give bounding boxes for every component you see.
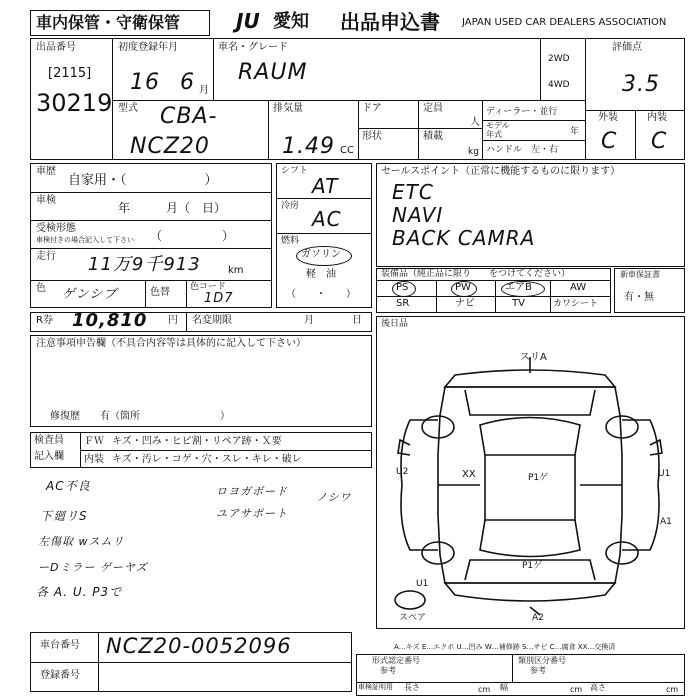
mileage-value: 11万9千913 xyxy=(88,254,201,275)
year-unit: 年 xyxy=(570,127,580,137)
inspector-row1-head: ＦＷ xyxy=(84,436,104,447)
ac-value: AC xyxy=(312,207,342,231)
class-ref: 参考 xyxy=(530,666,546,675)
displacement: 1.49 xyxy=(282,134,335,159)
inspector-note-1: AC不良 xyxy=(46,479,91,493)
org-english: JAPAN USED CAR DEALERS ASSOCIATION xyxy=(462,17,667,28)
equip-pw: PW xyxy=(455,282,471,293)
roof-shape xyxy=(485,455,575,520)
equip-airbag-circle xyxy=(501,281,545,297)
after-label: 後日品 xyxy=(381,319,409,329)
drive-4wd: 4WD xyxy=(548,80,570,90)
org-name: 愛知 xyxy=(273,11,309,32)
color-code-label: 色コード xyxy=(190,282,227,292)
cert-ref: 参考 xyxy=(380,666,396,675)
width-label: 幅 xyxy=(500,683,508,692)
engine-shape xyxy=(465,390,595,415)
listing-number: 30219 xyxy=(36,89,113,117)
mirror-left-shape xyxy=(398,440,410,455)
dealer-label: ディーラー・並行 xyxy=(486,107,558,117)
load-unit: kg xyxy=(468,147,479,157)
r-ticket-value: 10,810 xyxy=(72,310,148,331)
equipment-label: 装備品（純正品に限り をつけてください） xyxy=(381,269,571,279)
shift-label: シフト xyxy=(281,166,309,176)
damage-legend: A…キズ E…エクボ U…凹み W…補修跡 S…サビ C…腐食 XX…交換済 xyxy=(394,643,616,651)
left-side-shape xyxy=(401,420,438,550)
r-ticket-unit: 円 xyxy=(168,315,178,326)
color-code: 1D7 xyxy=(204,291,234,306)
mirror-right-shape xyxy=(650,440,662,455)
spare-tire-shape xyxy=(395,591,425,609)
spare-label: スペア xyxy=(399,613,427,623)
color-value: ゲンシブ xyxy=(62,287,118,302)
windshield-shape xyxy=(480,418,580,456)
handle-label: ハンドル 左・右 xyxy=(486,145,559,155)
transfer-label: 受検形態 xyxy=(36,223,76,234)
exterior-grade: C xyxy=(601,129,618,154)
fuel-label: 燃料 xyxy=(281,236,300,246)
history-label: 車歴 xyxy=(36,166,56,177)
inspector-label: 検査員 xyxy=(34,435,64,446)
mileage-label: 走行 xyxy=(36,251,56,262)
wheel-rl-shape xyxy=(422,542,454,564)
diagram-right-note-1: U1 xyxy=(658,469,671,479)
chassis-number: NCZ20-0052096 xyxy=(106,634,292,658)
equip-tv: TV xyxy=(512,298,525,309)
inspector-note-8: 各 A. U. P3で xyxy=(36,585,123,599)
class-label: 類別区分番号 xyxy=(518,656,566,665)
door-label: ドア xyxy=(362,103,382,114)
fuel-diesel: 軽 油 xyxy=(306,269,336,280)
ac-label: 冷房 xyxy=(281,201,300,211)
inspector-row2-head: 内装 xyxy=(84,454,104,465)
shape-label: 形状 xyxy=(362,131,382,142)
length-cm: cm xyxy=(478,685,491,694)
recycle-month: 月 xyxy=(304,315,314,326)
capacity-label: 定員 xyxy=(423,103,443,114)
color-change-label: 色替 xyxy=(150,287,170,298)
equip-ps: PS xyxy=(396,282,409,293)
registration-month: 6 xyxy=(180,70,195,95)
selling-point-2: NAVI xyxy=(392,203,444,227)
drive-2wd: 2WD xyxy=(548,54,570,64)
selling-point-3: BACK CAMRA xyxy=(392,226,536,250)
width-cm: cm xyxy=(570,685,583,694)
length-label: 長さ xyxy=(404,683,420,692)
equip-sr: SR xyxy=(396,298,410,309)
displacement-label: 排気量 xyxy=(273,103,303,114)
inspection-label: 車検 xyxy=(36,195,56,206)
equip-aw: AW xyxy=(570,282,587,293)
diagram-center-1: XX xyxy=(462,469,476,480)
fuel-gas: ガソリン xyxy=(301,249,341,260)
rear-window-shape xyxy=(480,520,580,557)
transfer-note: 車検付きの場合記入して下さい xyxy=(36,236,134,244)
inspection-value: 年 月（ 日） xyxy=(118,201,227,215)
chassis-label: 車台番号 xyxy=(40,640,80,651)
document-title: 出品申込書 xyxy=(340,10,440,34)
evaluation-label: 評価点 xyxy=(612,42,642,53)
diagram-center-3: P1ゲ xyxy=(522,561,543,571)
inspector-note-3: ノシワ xyxy=(316,491,352,504)
warranty-value: 有・無 xyxy=(624,292,654,303)
month-unit: 月 xyxy=(199,85,209,96)
mileage-unit: km xyxy=(228,265,244,276)
interior-grade: C xyxy=(651,129,668,154)
model-year-label-2: 年式 xyxy=(486,130,502,139)
r-ticket-label: R券 xyxy=(36,315,53,326)
selling-point-1: ETC xyxy=(392,180,434,204)
first-registration-label: 初度登録年月 xyxy=(118,42,178,53)
registration-number-label: 登録番号 xyxy=(40,670,80,681)
inspector-label-2: 記入欄 xyxy=(34,451,64,462)
registration-year: 16 xyxy=(130,70,160,95)
equip-pw-circle xyxy=(451,281,477,297)
ju-logo: JU xyxy=(236,9,260,33)
model-code-1: CBA- xyxy=(160,104,218,129)
notes-label: 注意事項申告欄（不具合内容等は具体的に記入して下さい） xyxy=(36,338,306,349)
model-code-2: NCZ20 xyxy=(130,134,210,159)
diagram-left-note: U2 xyxy=(396,467,409,477)
cc-unit: CC xyxy=(340,145,354,156)
model-label: 型式 xyxy=(118,103,138,114)
car-name-label: 車名・グレード xyxy=(218,42,288,53)
diagram-top-note: スリA xyxy=(520,352,547,363)
interior-label: 内装 xyxy=(647,112,667,123)
transfer-value: （ ） xyxy=(150,229,235,243)
inspector-note-5: ユアサポート xyxy=(216,507,288,520)
fuel-other: （ ・ ） xyxy=(286,289,356,300)
model-year-label: モデル xyxy=(486,121,510,130)
diagram-bottom-note: A2 xyxy=(532,613,544,623)
selling-points-label: セールスポイント（正常に機能するものに限ります） xyxy=(381,166,621,177)
rear-bumper-shape xyxy=(445,583,615,601)
recycle-label: 名変期限 xyxy=(192,315,232,326)
capacity-unit: 人 xyxy=(470,117,480,128)
cert-label: 形式認定番号 xyxy=(372,656,420,665)
cert-cert-label: 車検証明用 xyxy=(358,683,393,691)
height-label: 高さ xyxy=(590,683,606,692)
inspector-note-2: ロヨガボード xyxy=(216,485,288,498)
diagram-center-2: P1ゲ xyxy=(528,473,549,483)
diagram-right-note-2: A1 xyxy=(660,517,672,527)
equip-ps-circle xyxy=(392,281,416,297)
listing-number-label: 出品番号 xyxy=(36,42,76,53)
wheel-rr-shape xyxy=(606,542,638,564)
equip-airbag: エアB xyxy=(505,282,532,293)
storage-label: 車内保管・守衛保管 xyxy=(36,13,181,32)
inspector-note-7: ーDミラー ゲーヤズ xyxy=(38,561,148,574)
recycle-day: 日 xyxy=(352,315,362,326)
listing-sub-number: [2115] xyxy=(48,66,92,81)
height-cm: cm xyxy=(666,685,679,694)
car-name: RAUM xyxy=(238,60,308,85)
inspector-row2: キズ・汚レ・コゲ・穴・スレ・キレ・破レ xyxy=(112,454,302,465)
inspector-note-6: 左傷取 wスムリ xyxy=(38,535,125,548)
load-label: 積載 xyxy=(423,131,443,142)
equip-kawa-seat: カワシート xyxy=(553,299,599,309)
evaluation-score: 3.5 xyxy=(622,72,660,97)
right-side-shape xyxy=(622,420,659,550)
warranty-label: 新車保証書 xyxy=(620,270,660,279)
exterior-label: 外装 xyxy=(598,112,618,123)
diagram-wheel-note: U1 xyxy=(416,579,429,589)
repair-history: 修復歴 有（箇所 ） xyxy=(50,411,230,422)
shift-value: AT xyxy=(312,174,339,198)
inspector-note-4: 下廻リS xyxy=(40,509,88,523)
equip-navi: ナビ xyxy=(455,298,475,309)
history-value: 自家用・（ ） xyxy=(68,173,218,188)
inspector-row1: キズ・凹み・ヒビ割・リペア跡・Ｘ要 xyxy=(112,436,282,447)
color-label: 色 xyxy=(36,283,46,294)
